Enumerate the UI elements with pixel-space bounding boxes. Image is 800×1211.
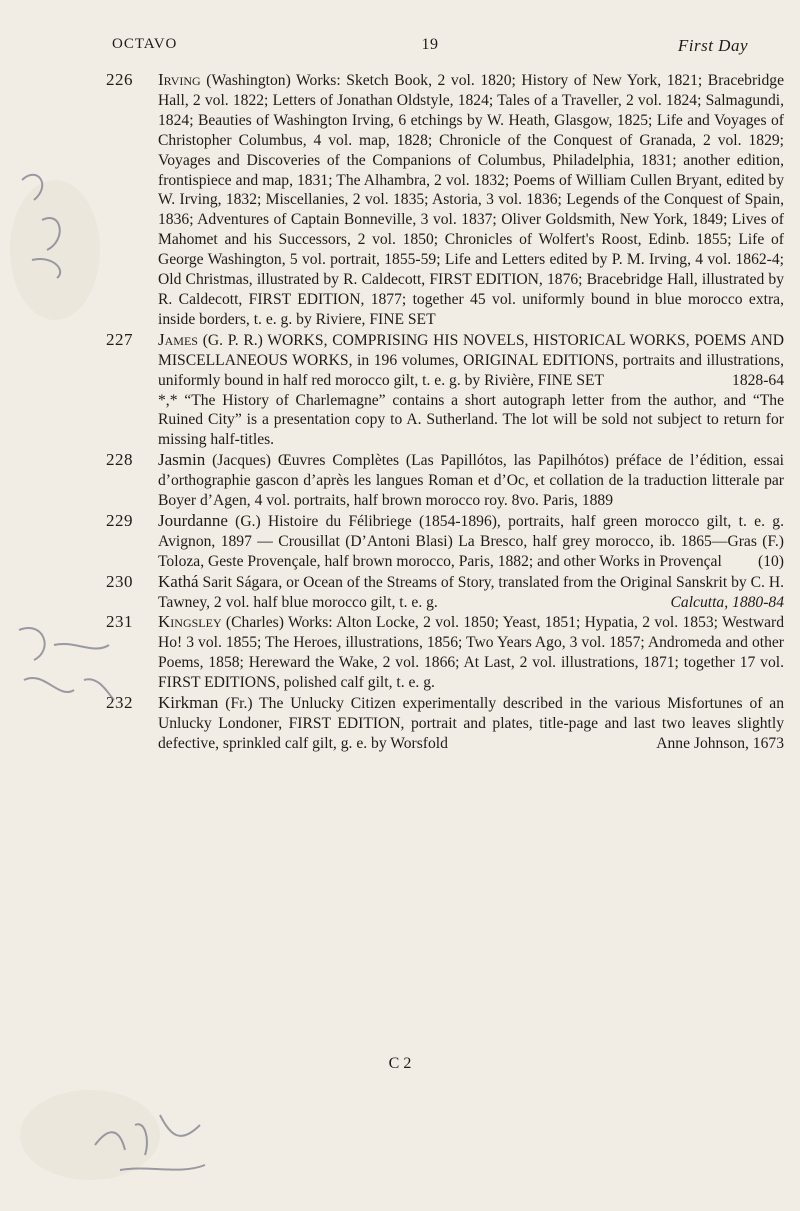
lot-entry bbox=[106, 70, 784, 330]
lot-date: (10) bbox=[758, 552, 784, 570]
lot-description: (Washington) Works: Sketch Book, 2 vol. 1820; History of New York, 1821; Bracebridge Hall, 2 vol. 1822; Letters of Jonathan Oldstyle, 1824; Tales of a Traveller, 2 vol. 1824; Salmagundi, 1824; Beauties of Washington Irving, 6 etchings by W. Heath, Glasgow, 1825; Life and Voyages of Christopher Columbus, 4 vol. map, 1828; Chronicle of the Conquest of Granada, 2 vol. 1829; Voyages and Discoveries of the Companions of Columbus, Philadelphia, 1831; another edition, frontispiece and map, 1831; The Alhambra, 2 vol. 1832; Poems of William Cullen Bryant, edited by W. Irving, 1832; Miscellanies, 2 vol. 1835; Astoria, 3 vol. 1836; Legends of the Conquest of Spain, 1836; Adventures of Captain Bonneville, 3 vol. 1837; Oliver Goldsmith, New York, 1849; Lives of Mahomet and his Successors, 2 vol. 1850; Chronicles of Wolfert's Roost, Edinb. 1855; Life of George Washington, 5 vol. portrait, 1855-59; Life and Letters edited by P. M. Irving, 4 vol. 1862-4; Old Christmas, illustrated by R. Caldecott, FIRST EDITION, 1876; Bracebridge Hall, illustrated by R. Caldecott, FIRST EDITION, 1877; together 45 vol. uniformly bound in blue morocco extra, inside borders, t. e. g. by Riviere, FINE SET bbox=[158, 72, 784, 328]
lot-description: (Jacques) Œuvres Complètes (Las Papillótos, las Papilhótos) préface de l’édition, essai d’orthographie gascon d’après les langues Roman et d’Oc, et collation de la traduction litterale par Boyer d’Agen, 4 vol. portraits, half brown morocco roy. 8vo. Paris, 1889 bbox=[158, 452, 784, 510]
lot-number: 226 bbox=[106, 70, 133, 89]
lot-description: Sarit Ságara, or Ocean of the Streams of Story, translated from the Original Sanskrit by C. H. Tawney, 2 vol. half blue morocco gilt, t. e. g. bbox=[158, 573, 784, 611]
lot-author: James bbox=[158, 329, 198, 349]
lot-number: 229 bbox=[106, 510, 133, 530]
lot-description: (G.) Histoire du Félibriege (1854-1896), portraits, half green morocco gilt, t. e. g. Avignon, 1897 — Crousillat (D’Antoni Blasi) La Bresco, half grey morocco, ib. 1865—Gras (F.) Toloza, Geste Provençale, half brown morocco, Paris, 1882; and other Works in Provençal bbox=[158, 512, 784, 570]
lot-entry bbox=[106, 572, 784, 613]
lot-entry bbox=[106, 612, 784, 693]
lot-author: Kathá bbox=[158, 571, 199, 591]
lot-number: 231 bbox=[106, 612, 133, 632]
lot-number: 228 bbox=[106, 450, 133, 470]
lot-date: Anne Johnson, 1673 bbox=[656, 734, 784, 752]
lot-note: *,* “The History of Charlemagne” contains a short autograph letter from the author, and “The Ruined City” is a presentation copy to A. Sutherland. The lot will be sold not subject to return for missing half-titles. bbox=[158, 391, 784, 449]
lot-author: Kirkman bbox=[158, 693, 219, 713]
lot-entry bbox=[106, 330, 784, 450]
lot-number: 227 bbox=[106, 329, 133, 349]
lot-date: Calcutta, 1880-84 bbox=[670, 593, 784, 611]
lot-date: 1828-64 bbox=[732, 371, 784, 389]
lot-number: 230 bbox=[106, 571, 133, 591]
lot-list bbox=[106, 70, 784, 754]
pencil-annotation-icon bbox=[12, 160, 82, 280]
signature-mark: C 2 bbox=[388, 1055, 412, 1072]
lot-entry bbox=[106, 450, 784, 511]
lot-author: Kingsley bbox=[158, 612, 222, 632]
lot-author: Irving bbox=[158, 70, 201, 89]
lot-description: (Fr.) The Unlucky Citizen experimentally described in the various Misfortunes of an Unlucky Londoner, FIRST EDITION, portrait and plates, title-page and last two leaves slightly defective, sprinkled calf gilt, g. e. by Worsfold bbox=[158, 695, 784, 752]
page-number: 19 bbox=[421, 36, 439, 53]
format-label: OCTAVO bbox=[112, 36, 178, 52]
lot-description: (G. P. R.) WORKS, COMPRISING HIS NOVELS, HISTORICAL WORKS, POEMS AND MISCELLANEOUS WORKS, in 196 volumes, ORIGINAL EDITIONS, portraits and illustrations, uniformly bound in half red morocco gilt, t. e. g. by Rivière, FINE SET bbox=[158, 331, 784, 389]
lot-description: (Charles) Works: Alton Locke, 2 vol. 1850; Yeast, 1851; Hypatia, 2 vol. 1853; Westward Ho! 3 vol. 1855; The Heroes, illustrations, 1856; Two Years Ago, 3 vol. 1857; Andromeda and other Poems, 1858; Hereward the Wake, 2 vol. 1866; At Last, 2 vol. illustrations, 1871; together 17 vol. FIRST EDITIONS, polished calf gilt, t. e. g. bbox=[158, 614, 784, 692]
lot-entry bbox=[106, 511, 784, 572]
lot-author: Jourdanne bbox=[158, 510, 228, 530]
lot-number: 232 bbox=[106, 693, 133, 713]
lot-entry bbox=[106, 693, 784, 754]
pencil-annotation-icon bbox=[14, 620, 124, 710]
lot-author: Jasmin bbox=[158, 450, 206, 470]
pencil-annotation-icon bbox=[90, 1085, 210, 1185]
sale-day: First Day bbox=[677, 36, 748, 55]
